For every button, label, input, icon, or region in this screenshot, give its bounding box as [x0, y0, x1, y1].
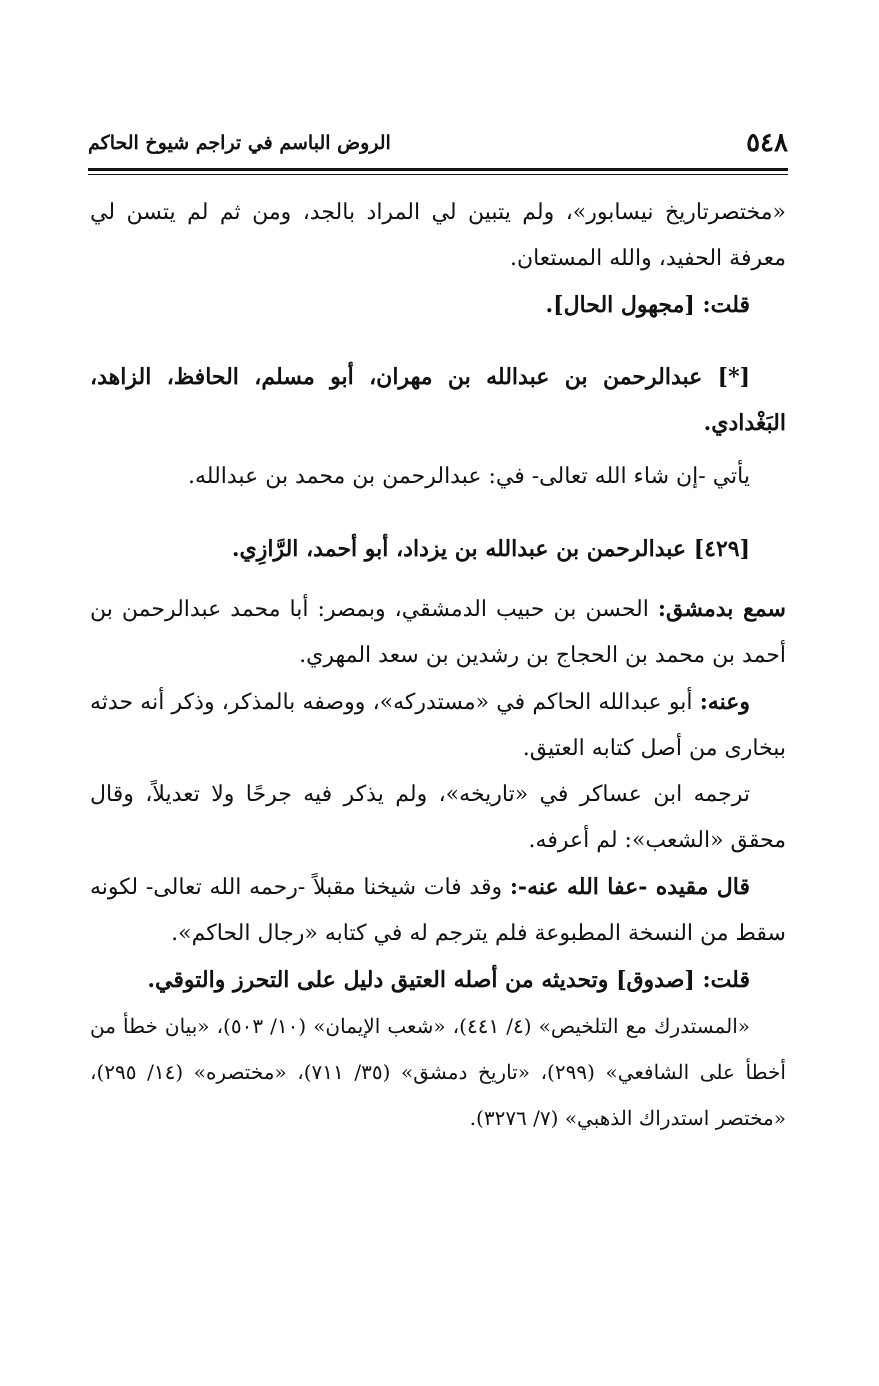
- paragraph-biography: ترجمه ابن عساكر في «تاريخه»، ولم يذكر فيه جرحًا ولا تعديلاً، وقال محقق «الشعب»: لم أعرفه.: [90, 782, 786, 853]
- paragraph-editor-note: [90, 864, 786, 957]
- verdict-line: قلت: [صدوق] وتحديثه من أصله العتيق دليل على التحرز والتوقي.: [147, 967, 750, 993]
- header-rule-thin: [88, 174, 788, 175]
- verdict-line: قلت: [مجهول الحال].: [545, 292, 750, 318]
- lead-word: وعنه:: [699, 689, 750, 715]
- paragraph-teachers: [90, 586, 786, 679]
- paragraph-text: وقد فات شيخنا مقبلاً -رحمه الله تعالى- لكونه سقط من النسخة المطبوعة فلم يترجم له في كتابه «رجال الحاكم».: [90, 875, 786, 946]
- entry-heading-429: [٤٢٩] عبدالرحمن بن عبدالله بن يزداد، أبو أحمد، الرَّازِي.: [231, 536, 750, 562]
- paragraph-text: أبو عبدالله الحاكم في «مستدركه»، ووصفه بالمذكر، وذكر أنه حدثه ببخارى من أصل كتابه العتيق.: [90, 690, 786, 761]
- page-number: ٥٤٨: [746, 128, 788, 158]
- lead-word: سمع بدمشق:: [657, 596, 786, 622]
- header-rule: [88, 168, 788, 171]
- lead-word: قال مقيده -عفا الله عنه-:: [509, 874, 750, 900]
- paragraph-text: الحسن بن حبيب الدمشقي، وبمصر: أبا محمد عبدالرحمن بن أحمد بن محمد بن الحجاج بن رشدين بن سعد المهري.: [90, 597, 786, 668]
- cross-reference: يأتي -إن شاء الله تعالى- في: عبدالرحمن بن محمد بن عبدالله.: [188, 464, 750, 489]
- page-body: [90, 190, 786, 1141]
- running-title: الروض الباسم في تراجم شيوخ الحاكم: [88, 132, 391, 154]
- entry-heading: [*] عبدالرحمن بن عبدالله بن مهران، أبو مسلم، الحافظ، الزاهد، البَغْدادي.: [90, 364, 786, 436]
- paragraph-students: [90, 679, 786, 772]
- spacer: [90, 328, 786, 354]
- references: «المستدرك مع التلخيص» (٤/ ٤٤١)، «شعب الإيمان» (١٠/ ٥٠٣)، «بيان خطأ من أخطأ على الشافعي» (٢٩٩)، «تاريخ دمشق» (٣٥/ ٧١١)، «مختصره» (١٤/ ٢٩٥)، «مختصر استدراك الذهبي» (٧/ ٣٢٧٦).: [90, 1014, 786, 1130]
- page-header: [88, 118, 788, 168]
- spacer: [90, 500, 786, 526]
- paragraph-continuation: «مختصرتاريخ نيسابور»، ولم يتبين لي المراد بالجد، ومن ثم لم يتسن لي معرفة الحفيد، والله المستعان.: [90, 200, 786, 271]
